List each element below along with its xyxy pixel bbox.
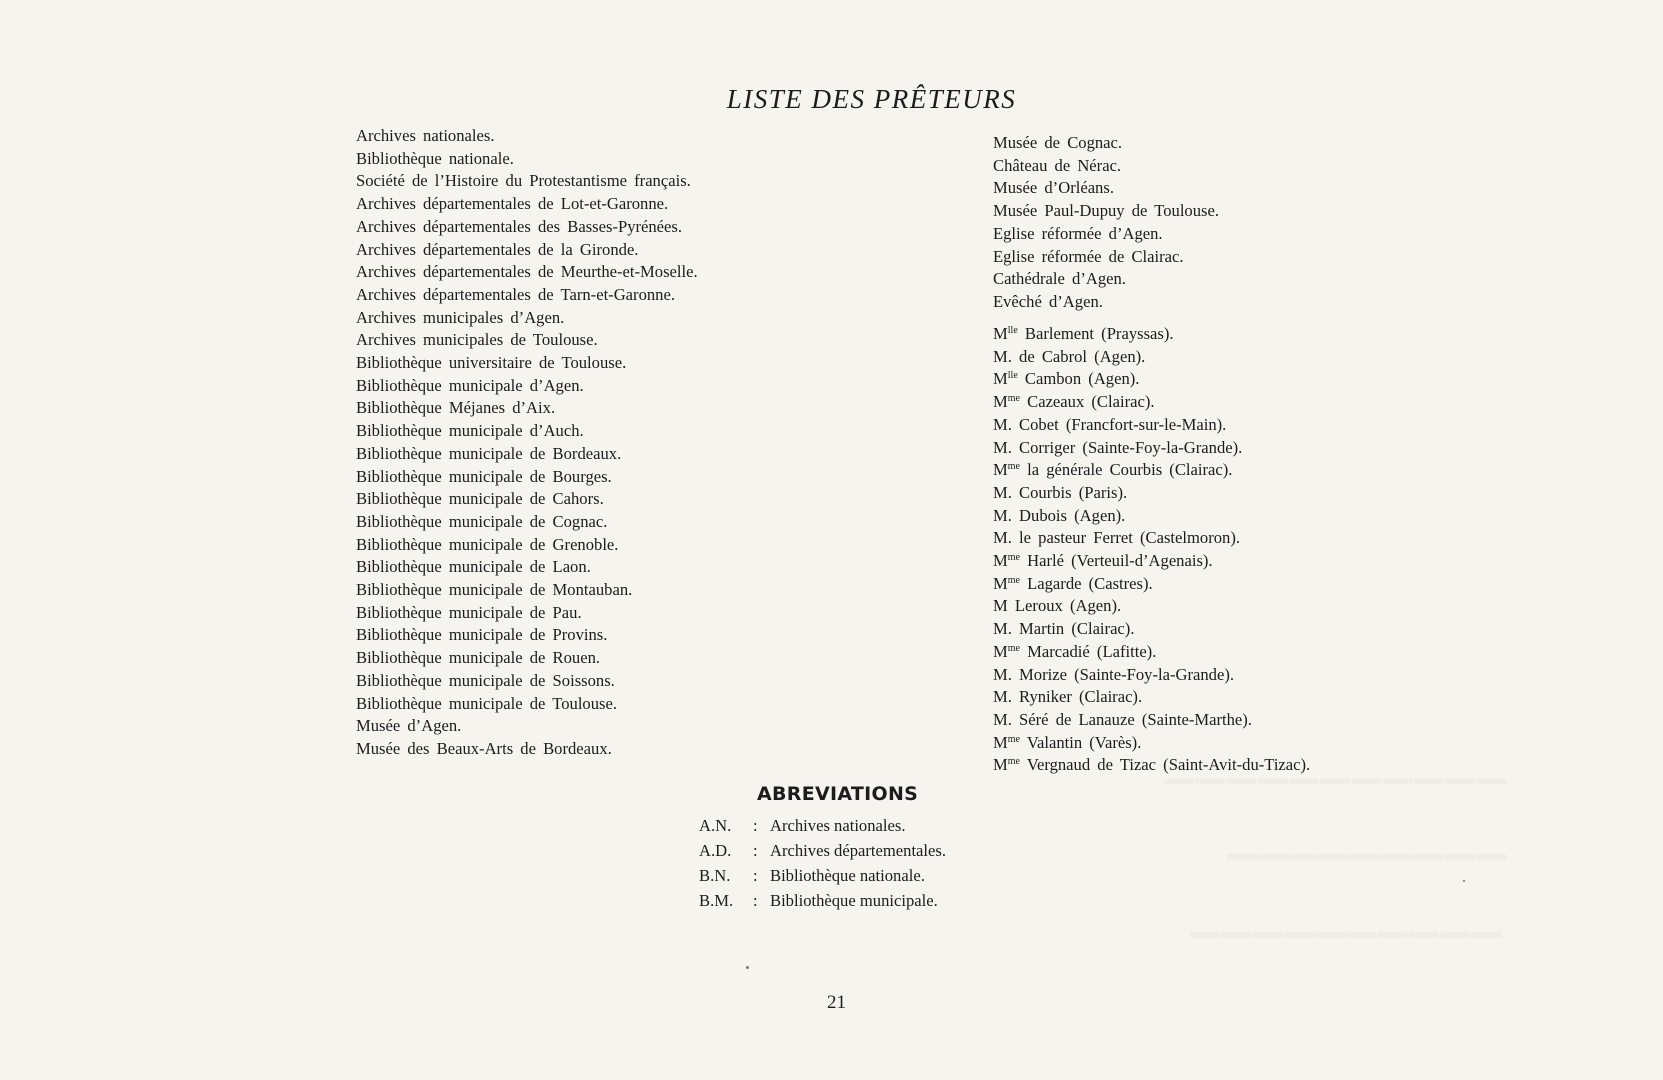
lender-name: Dubois (Agen). bbox=[1011, 505, 1126, 525]
show-through-watermark bbox=[1191, 893, 1503, 938]
abbreviation-code: B.N. bbox=[699, 866, 731, 885]
honorific: M bbox=[993, 324, 1008, 343]
abbreviation-meaning: Bibliothèque nationale. bbox=[770, 866, 925, 885]
lender-item: Archives départementales de la Gironde. bbox=[356, 239, 639, 259]
page-number: 21 bbox=[827, 992, 846, 1013]
honorific: M bbox=[993, 641, 1008, 661]
lender-name: Courbis (Paris). bbox=[1011, 482, 1128, 502]
lender-name: la générale Courbis (Clairac). bbox=[1019, 460, 1233, 480]
honorific: M bbox=[993, 596, 1008, 616]
lender-name: Vergnaud de Tizac (Saint-Avit-du-Tizac). bbox=[1019, 755, 1311, 775]
honorific: M. bbox=[993, 709, 1012, 729]
lender-item: Evêché d’Agen. bbox=[993, 291, 1103, 311]
paper-speck bbox=[1463, 880, 1465, 882]
honorific: M. bbox=[993, 619, 1012, 639]
lender-item: Bibliothèque municipale d’Agen. bbox=[356, 375, 584, 395]
lender-name: Barlement (Prayssas). bbox=[1017, 324, 1174, 343]
lender-item: Société de l’Histoire du Protestantisme français. bbox=[356, 171, 691, 191]
lender-item: Cathédrale d’Agen. bbox=[993, 269, 1126, 289]
abbreviation-meaning: Archives nationales. bbox=[770, 816, 906, 835]
lender-person-item bbox=[993, 550, 1310, 573]
lender-person-item bbox=[993, 323, 1310, 346]
lender-person-item bbox=[993, 482, 1310, 505]
honorific: M bbox=[993, 551, 1008, 571]
lender-name: Séré de Lanauze (Sainte-Marthe). bbox=[1011, 709, 1252, 729]
abbreviation-row bbox=[699, 838, 946, 863]
honorific: M. bbox=[993, 687, 1012, 707]
lender-item: Musée d’Agen. bbox=[356, 716, 462, 736]
lender-person-item bbox=[993, 573, 1310, 596]
lender-item: Archives départementales de Tarn-et-Garonne. bbox=[356, 284, 675, 304]
lender-person-item bbox=[993, 391, 1310, 414]
lender-item: Archives départementales de Lot-et-Garonne. bbox=[356, 194, 669, 214]
lender-item: Archives municipales d’Agen. bbox=[356, 307, 565, 327]
page-title: LISTE DES PRÊTEURS bbox=[726, 84, 1017, 114]
abbreviations-list bbox=[699, 813, 946, 913]
lender-item: Bibliothèque municipale de Pau. bbox=[356, 602, 582, 622]
lender-item: Bibliothèque municipale de Provins. bbox=[356, 625, 608, 645]
abbreviation-meaning: Archives départementales. bbox=[770, 841, 947, 860]
lender-item: Bibliothèque municipale de Cahors. bbox=[356, 489, 604, 509]
lender-person-item bbox=[993, 664, 1310, 687]
lender-item: Archives départementales des Basses-Pyrénées. bbox=[356, 216, 683, 236]
lender-item: Bibliothèque municipale de Laon. bbox=[356, 557, 591, 577]
honorific: M bbox=[993, 573, 1008, 593]
abbreviation-separator: : bbox=[753, 841, 758, 860]
honorific-superscript: me bbox=[1007, 642, 1020, 654]
lender-name: de Cabrol (Agen). bbox=[1011, 346, 1146, 366]
abbreviation-separator: : bbox=[753, 816, 758, 835]
lender-item: Bibliothèque municipale de Rouen. bbox=[356, 648, 601, 668]
lender-item: Bibliothèque municipale de Soissons. bbox=[356, 670, 615, 690]
lender-item: Eglise réformée d’Agen. bbox=[993, 223, 1163, 243]
abbreviation-row bbox=[699, 863, 946, 888]
honorific-superscript: lle bbox=[1007, 325, 1018, 336]
honorific-superscript: me bbox=[1007, 552, 1020, 564]
lender-name: Cambon (Agen). bbox=[1017, 369, 1140, 389]
lender-item: Musée d’Orléans. bbox=[993, 178, 1114, 198]
lender-item: Archives municipales de Toulouse. bbox=[356, 330, 598, 350]
lender-name: Morize (Sainte-Foy-la-Grande). bbox=[1011, 664, 1235, 684]
abbreviation-code: B.M. bbox=[699, 891, 734, 910]
abbreviation-row bbox=[699, 888, 946, 913]
lender-person-item bbox=[993, 505, 1310, 528]
lender-item: Archives départementales de Meurthe-et-Moselle. bbox=[356, 262, 698, 282]
abbreviation-separator: : bbox=[753, 891, 758, 910]
lender-name: Cobet (Francfort-sur-le-Main). bbox=[1011, 414, 1227, 434]
lender-person-item bbox=[993, 641, 1310, 664]
lender-item: Eglise réformée de Clairac. bbox=[993, 246, 1184, 266]
honorific: M. bbox=[993, 346, 1012, 366]
honorific-superscript: me bbox=[1007, 756, 1020, 768]
lender-item: Bibliothèque Méjanes d’Aix. bbox=[356, 398, 556, 418]
honorific: M. bbox=[993, 414, 1012, 434]
honorific: M. bbox=[993, 437, 1012, 457]
lender-person-item bbox=[993, 732, 1310, 755]
lender-item: Bibliothèque municipale de Bordeaux. bbox=[356, 443, 622, 463]
lender-item: Bibliothèque universitaire de Toulouse. bbox=[356, 353, 627, 373]
honorific-superscript: me bbox=[1007, 393, 1020, 405]
lender-person-item bbox=[993, 437, 1310, 460]
lenders-list-left bbox=[356, 125, 698, 761]
lender-name: Corriger (Sainte-Foy-la-Grande). bbox=[1011, 437, 1243, 457]
abbreviation-code: A.N. bbox=[699, 816, 732, 835]
lender-person-item bbox=[993, 595, 1310, 618]
lender-person-item bbox=[993, 459, 1310, 482]
abbreviation-separator: : bbox=[753, 866, 758, 885]
honorific: M. bbox=[993, 505, 1012, 525]
lender-item: Bibliothèque nationale. bbox=[356, 148, 514, 168]
lender-person-item bbox=[993, 414, 1310, 437]
honorific-superscript: me bbox=[1007, 461, 1020, 473]
lender-name: Marcadié (Lafitte). bbox=[1019, 641, 1157, 661]
honorific-superscript: me bbox=[1007, 733, 1020, 745]
lenders-list-persons bbox=[993, 323, 1310, 777]
lender-person-item bbox=[993, 709, 1310, 732]
honorific: M bbox=[993, 460, 1008, 480]
lender-item: Bibliothèque municipale de Cognac. bbox=[356, 511, 608, 531]
abbreviation-row bbox=[699, 813, 946, 838]
lender-item: Bibliothèque municipale de Toulouse. bbox=[356, 693, 618, 713]
lender-name: Cazeaux (Clairac). bbox=[1019, 392, 1155, 412]
honorific: M bbox=[993, 755, 1008, 775]
lender-name: Valantin (Varès). bbox=[1019, 732, 1142, 752]
lender-name: Martin (Clairac). bbox=[1011, 619, 1135, 639]
lender-person-item bbox=[993, 754, 1310, 777]
lender-person-item bbox=[993, 368, 1310, 391]
honorific: M. bbox=[993, 482, 1012, 502]
lender-person-item bbox=[993, 527, 1310, 550]
lender-name: Ryniker (Clairac). bbox=[1011, 687, 1143, 707]
lender-name: le pasteur Ferret (Castelmoron). bbox=[1011, 528, 1241, 548]
lender-item: Archives nationales. bbox=[356, 126, 495, 145]
lender-item: Musée des Beaux-Arts de Bordeaux. bbox=[356, 738, 612, 758]
lender-item: Bibliothèque municipale de Grenoble. bbox=[356, 534, 619, 554]
honorific: M. bbox=[993, 528, 1012, 548]
lender-item: Bibliothèque municipale d’Auch. bbox=[356, 421, 584, 441]
lender-name: Lagarde (Castres). bbox=[1019, 573, 1153, 593]
lender-name: Leroux (Agen). bbox=[1007, 596, 1122, 616]
lender-item: Bibliothèque municipale de Montauban. bbox=[356, 580, 633, 600]
lender-name: Harlé (Verteuil-d’Agenais). bbox=[1019, 551, 1213, 571]
honorific: M bbox=[993, 392, 1008, 412]
honorific: M bbox=[993, 369, 1008, 389]
honorific-superscript: me bbox=[1007, 574, 1020, 586]
lender-person-item bbox=[993, 346, 1310, 369]
lender-item: Musée Paul-Dupuy de Toulouse. bbox=[993, 201, 1219, 221]
show-through-watermark bbox=[1227, 815, 1508, 860]
lenders-list-institutions bbox=[993, 132, 1219, 314]
lender-item: Château de Nérac. bbox=[993, 155, 1122, 175]
abbreviation-meaning: Bibliothèque municipale. bbox=[770, 891, 938, 910]
honorific-superscript: lle bbox=[1007, 370, 1018, 382]
paper-speck bbox=[746, 966, 749, 969]
lender-item: Bibliothèque municipale de Bourges. bbox=[356, 466, 612, 486]
lender-item: Musée de Cognac. bbox=[993, 133, 1123, 152]
abbreviation-code: A.D. bbox=[699, 841, 732, 860]
honorific: M bbox=[993, 732, 1008, 752]
abbreviations-title: ABREVIATIONS bbox=[757, 783, 919, 805]
lender-person-item bbox=[993, 618, 1310, 641]
lender-person-item bbox=[993, 686, 1310, 709]
honorific: M. bbox=[993, 664, 1012, 684]
